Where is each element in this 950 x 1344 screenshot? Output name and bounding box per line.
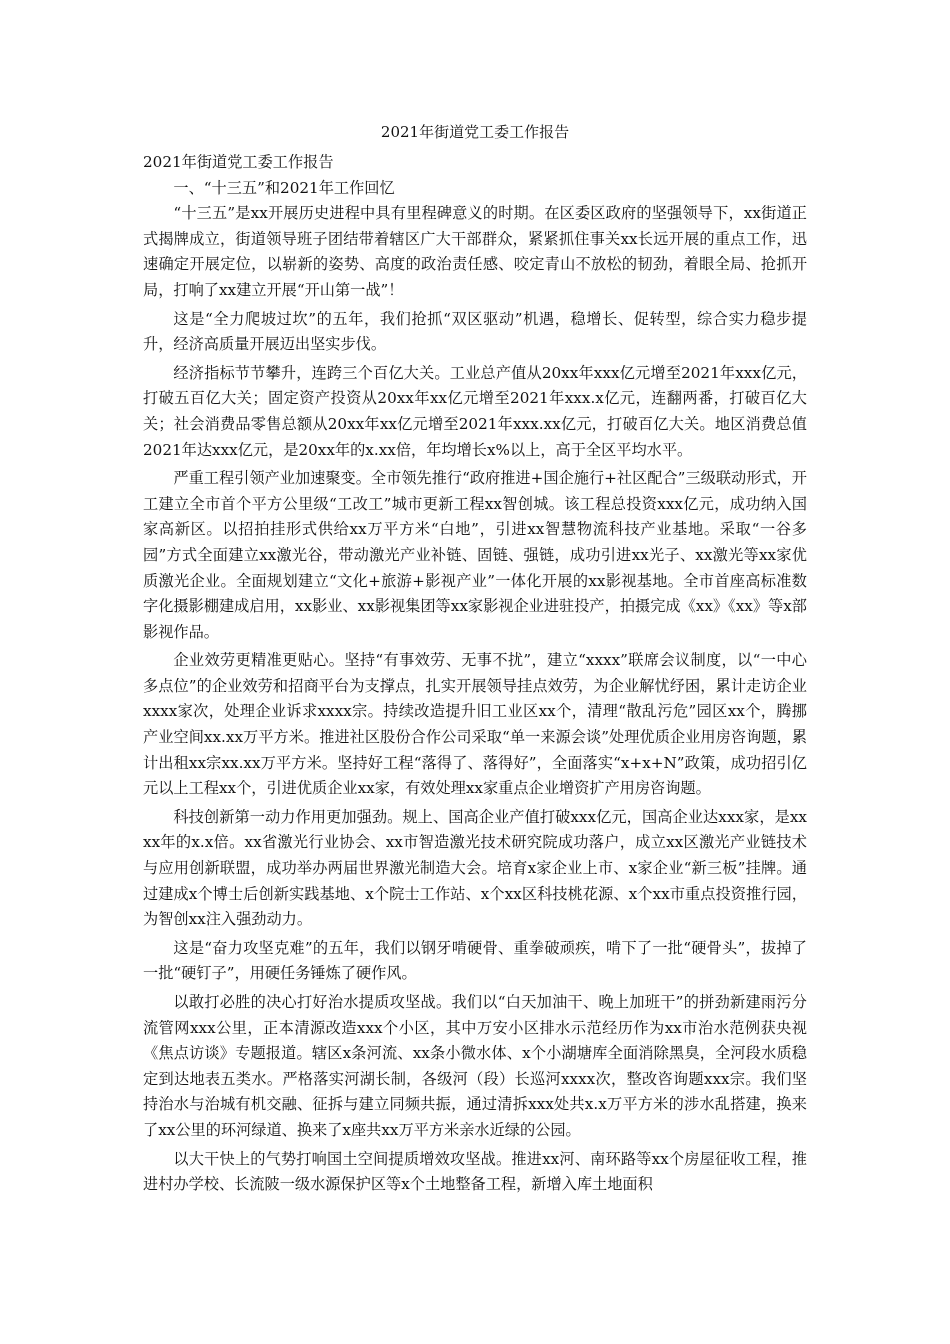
section-heading: 一、“十三五”和2021年工作回忆	[173, 178, 395, 197]
document-title: 2021年街道党工委工作报告	[380, 123, 570, 141]
paragraph: 这是“全力爬坡过坎”的五年，我们抢抓“双区驱动”机遇，稳增长、促转型，综合实力稳步提升，经济高质量开展迈出坚实步伐。	[143, 309, 807, 354]
paragraph: 经济指标节节攀升，连跨三个百亿大关。工业总产值从20xx年xxx亿元增至2021年xxx亿元，打破五百亿大关；固定资产投资从20xx年xx亿元增至2021年xxx.x亿元，连翻两番，打破百亿大关；社会消费品零售总额从20xx年xx亿元增至2021年xxx.xx亿元，打破百亿大关。地区消费总值2021年达xxx亿元，是20xx年的x.xx倍，年均增长x%以上，高于全区平均水平。	[143, 363, 807, 459]
paragraph: 严重工程引领产业加速聚变。全市领先推行“政府推进+国企施行+社区配合”三级联动形式，开工建立全市首个平方公里级“工改工”城市更新工程xx智创城。该工程总投资xxx亿元，成功纳入国家高新区。以招拍挂形式供给xx万平方米“白地”，引进xx智慧物流科技产业基地。采取“一谷多园”方式全面建立xx激光谷，带动激光产业补链、固链、强链，成功引进xx光子、xx激光等xx家优质激光企业。全面规划建立“文化+旅游+影视产业”一体化开展的xx影视基地。全市首座高标准数字化摄影棚建成启用，xx影业、xx影视集团等xx家影视企业进驻投产，拍摄完成《xx》《xx》等x部影视作品。	[143, 469, 807, 641]
paragraph: 科技创新第一动力作用更加强劲。规上、国高企业产值打破xxx亿元，国高企业达xxx家，是xxxx年的x.x倍。xx省激光行业协会、xx市智造激光技术研究院成功落户，成立xx区激光产业链技术与应用创新联盟，成功举办两届世界激光制造大会。培育x家企业上市、x家企业“新三板”挂牌。通过建成x个博士后创新实践基地、x个院士工作站、x个xx区科技桃花源、x个xx市重点投资推行园，为智创xx注入强劲动力。	[143, 807, 807, 929]
document-page	[143, 118, 807, 1198]
paragraph: 这是“奋力攻坚克难”的五年，我们以钢牙啃硬骨、重拳破顽疾，啃下了一批“硬骨头”，拔掉了一批“硬钉子”，用硬任务锤炼了硬作风。	[143, 938, 807, 983]
paragraph: 以大干快上的气势打响国土空间提质增效攻坚战。推进xx河、南环路等xx个房屋征收工程，推进村办学校、长流陂一级水源保护区等x个土地整备工程，新增入库土地面积	[143, 1149, 807, 1194]
document-subtitle: 2021年街道党工委工作报告	[143, 153, 334, 171]
paragraph: 以敢打必胜的决心打好治水提质攻坚战。我们以“白天加油干、晚上加班干”的拼劲新建雨污分流管网xxx公里，正本清源改造xxx个小区，其中万安小区排水示范经历作为xx市治水范例获央视《焦点访谈》专题报道。辖区x条河流、xx条小微水体、x个小湖塘库全面消除黑臭，全河段水质稳定到达地表五类水。严格落实河湖长制，各级河（段）长巡河xxxx次，整改咨询题xxx宗。我们坚持治水与治城有机交融、征拆与建立同频共振，通过清拆xxx处共x.x万平方米的涉水乱搭建，换来了xx公里的环河绿道、换来了x座共xx万平方米亲水近绿的公园。	[143, 993, 807, 1139]
paragraph: “十三五”是xx开展历史进程中具有里程碑意义的时期。在区委区政府的坚强领导下，xx街道正式揭牌成立，街道领导班子团结带着辖区广大干部群众，紧紧抓住事关xx长远开展的重点工作，迅速确定开展定位，以崭新的姿势、高度的政治责任感、咬定青山不放松的韧劲，着眼全局、抢抓开局，打响了xx建立开展“开山第一战”！	[143, 204, 807, 299]
paragraph: 企业效劳更精准更贴心。坚持“有事效劳、无事不扰”，建立“xxxx”联席会议制度，以“一中心多点位”的企业效劳和招商平台为支撑点，扎实开展领导挂点效劳，为企业解忧纾困，累计走访企业xxxx家次，处理企业诉求xxxx宗。持续改造提升旧工业区xx个，清理“散乱污危”园区xx个，腾挪产业空间xx.xx万平方米。推进社区股份合作公司采取“单一来源会谈”处理优质企业用房咨询题，累计出租xx宗xx.xx万平方米。坚持好工程“落得了、落得好”，全面落实“x+x+N”政策，成功招引亿元以上工程xx个，引进优质企业xx家，有效处理xx家重点企业增资扩产用房咨询题。	[143, 651, 807, 798]
